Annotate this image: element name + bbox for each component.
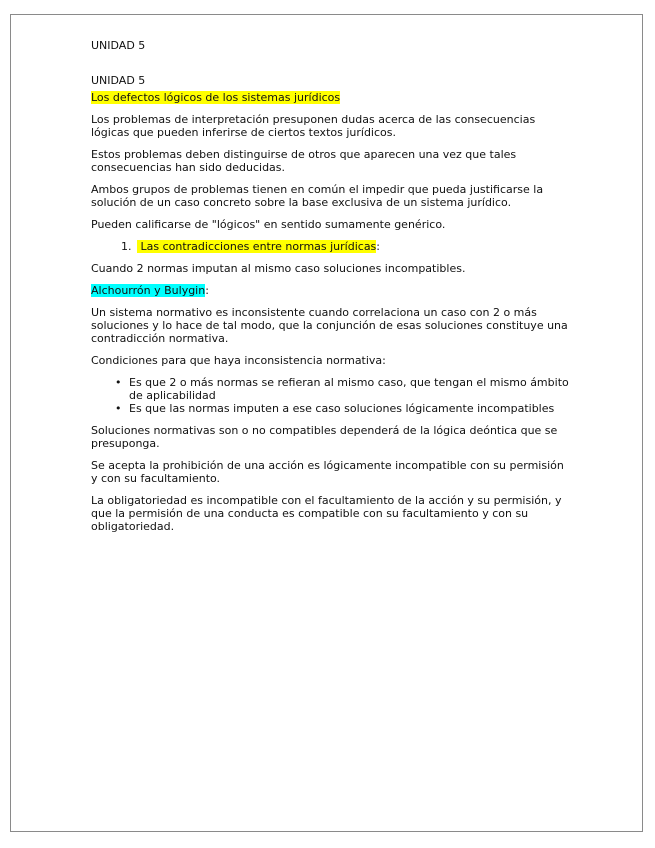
author-paragraph: Un sistema normativo es inconsistente cuando correlaciona un caso con 2 o más soluciones y lo hace de tal modo, que la conjunción de esas soluciones constituye una contradicción normativa. [91, 306, 568, 345]
authors-suffix: : [205, 284, 209, 297]
numbered-item-highlight [137, 240, 376, 253]
closing-paragraph-3: La obligatoriedad es incompatible con el facultamiento de la acción y su permisión, y que la permisión de una conducta es compatible con su facultamiento y con su obligatoriedad. [91, 494, 562, 533]
paragraph-intro-3: Ambos grupos de problemas tienen en común el impedir que pueda justificarse la solución de un caso concreto sobre la base exclusiva de un sistema jurídico. [91, 183, 544, 209]
paragraph-intro-1: Los problemas de interpretación presuponen dudas acerca de las consecuencias lógicas que pueden inferirse de ciertos textos jurídicos. [91, 113, 536, 139]
condition-text: Es que las normas imputen a ese caso soluciones lógicamente incompatibles [129, 402, 555, 415]
authors-line [91, 284, 571, 297]
closing-paragraph-2: Se acepta la prohibición de una acción es lógicamente incompatible con su permisión y con su facultamiento. [91, 459, 564, 485]
document-body [91, 39, 571, 542]
list-number: 1. [121, 240, 132, 253]
bullet-icon: • [115, 376, 122, 389]
paragraph-intro-4: Pueden calificarse de "lógicos" en sentido sumamente genérico. [91, 218, 446, 231]
paragraph-intro-2: Estos problemas deben distinguirse de otros que aparecen una vez que tales consecuencias han sido deducidas. [91, 148, 517, 174]
list-item [115, 402, 571, 415]
list-item [115, 376, 571, 402]
conditions-list [91, 376, 571, 415]
document-page [10, 14, 643, 832]
conditions-title: Condiciones para que haya inconsistencia normativa: [91, 354, 386, 367]
condition-text: Es que 2 o más normas se refieran al mismo caso, que tengan el mismo ámbito de aplicabilidad [129, 376, 569, 402]
numbered-item-suffix: : [376, 240, 381, 253]
section-title-highlight: Los defectos lógicos de los sistemas jurídicos [91, 91, 341, 104]
bullet-icon: • [115, 402, 122, 415]
unit-title: UNIDAD 5 [91, 74, 146, 87]
closing-paragraph-1: Soluciones normativas son o no compatibles dependerá de la lógica deóntica que se presuponga. [91, 424, 558, 450]
definition-paragraph: Cuando 2 normas imputan al mismo caso soluciones incompatibles. [91, 262, 466, 275]
section-title [91, 91, 571, 104]
list-item [121, 240, 571, 253]
authors-highlight: Alchourrón y Bulygin [91, 284, 206, 297]
page-header: UNIDAD 5 [91, 39, 146, 52]
numbered-item-text: Las contradicciones entre normas jurídicas [140, 240, 377, 253]
numbered-list [91, 240, 571, 253]
